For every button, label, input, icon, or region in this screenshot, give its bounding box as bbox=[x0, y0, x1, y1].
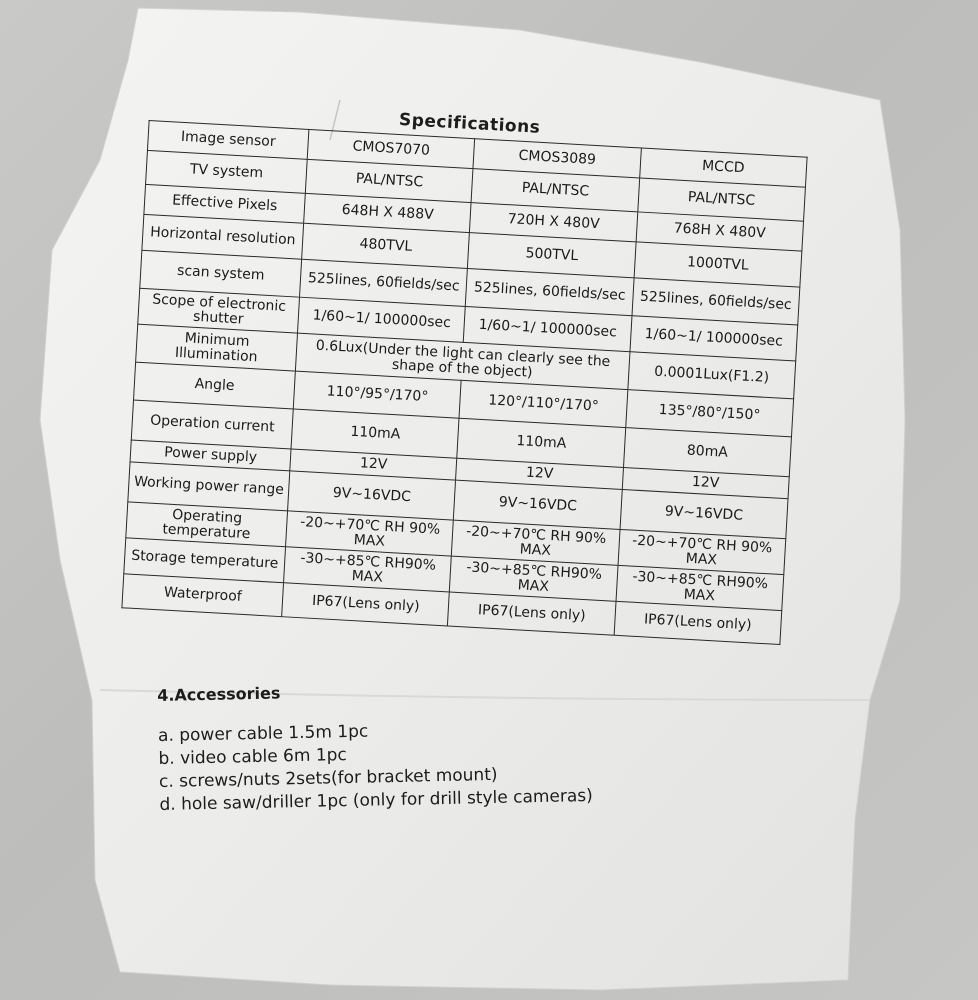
spec-value: 12V bbox=[622, 467, 789, 498]
spec-value: 648H X 488V bbox=[304, 193, 472, 232]
spec-label: Scope of electronic shutter bbox=[138, 288, 300, 333]
spec-value: PAL/NTSC bbox=[472, 169, 640, 212]
spec-label: Angle bbox=[134, 362, 296, 409]
specifications-section bbox=[117, 96, 829, 723]
spec-value: IP67(Lens only) bbox=[614, 601, 782, 644]
spec-label: Storage temperature bbox=[124, 538, 286, 583]
spec-value: 12V bbox=[290, 449, 457, 480]
spec-value: CMOS3089 bbox=[473, 139, 641, 178]
spec-value: 120°/110°/170° bbox=[459, 380, 627, 427]
spec-label: Power supply bbox=[130, 440, 291, 471]
spec-value: 768H X 480V bbox=[636, 212, 804, 251]
spec-value: 9V~16VDC bbox=[454, 480, 622, 529]
accessories-section bbox=[157, 677, 593, 817]
spec-value: IP67(Lens only) bbox=[282, 583, 450, 626]
spec-value: 0.0001Lux(F1.2) bbox=[628, 352, 796, 399]
spec-value: IP67(Lens only) bbox=[448, 592, 616, 635]
spec-value: -30~+85℃ RH90% MAX bbox=[450, 556, 618, 601]
spec-value: 110mA bbox=[291, 409, 459, 458]
specifications-table bbox=[121, 120, 807, 645]
spec-value: PAL/NTSC bbox=[306, 159, 474, 202]
accessory-item: c. screws/nuts 2sets(for bracket mount) bbox=[158, 764, 498, 792]
spec-value: -30~+85℃ RH90% MAX bbox=[284, 547, 452, 592]
spec-value: 135°/80°/150° bbox=[625, 390, 793, 437]
spec-label: Waterproof bbox=[122, 574, 284, 617]
spec-value: 480TVL bbox=[302, 223, 470, 268]
spec-value: -20~+70℃ RH 90% MAX bbox=[618, 529, 786, 574]
spec-value: -20~+70℃ RH 90% MAX bbox=[286, 511, 454, 556]
spec-value: 1/60~1/ 100000sec bbox=[630, 316, 798, 361]
spec-value: 9V~16VDC bbox=[620, 489, 788, 538]
spec-value: 9V~16VDC bbox=[288, 471, 456, 520]
spec-value: 110mA bbox=[457, 418, 625, 467]
spec-value: 525lines, 60fields/sec bbox=[300, 259, 468, 306]
accessories-heading: 4.Accessories bbox=[157, 683, 281, 705]
spec-value: CMOS7070 bbox=[307, 129, 475, 168]
spec-label: TV system bbox=[146, 150, 308, 193]
spec-value: 1/60~1/ 100000sec bbox=[464, 306, 632, 351]
spec-label: Image sensor bbox=[147, 120, 309, 159]
spec-value: 12V bbox=[456, 458, 623, 489]
spec-value: 500TVL bbox=[468, 233, 636, 278]
spec-value: PAL/NTSC bbox=[637, 178, 805, 221]
spec-label: Operation current bbox=[131, 400, 293, 449]
spec-label: Effective Pixels bbox=[144, 184, 306, 223]
spec-label: Horizontal resolution bbox=[142, 214, 304, 259]
spec-label: scan system bbox=[140, 250, 302, 297]
spec-value: -30~+85℃ RH90% MAX bbox=[616, 565, 784, 610]
spec-value: 80mA bbox=[623, 428, 791, 477]
spec-value: 1000TVL bbox=[634, 242, 802, 287]
spec-value: 525lines, 60fields/sec bbox=[466, 269, 634, 316]
accessory-item: a. power cable 1.5m 1pc bbox=[157, 721, 369, 746]
accessory-item: d. hole saw/driller 1pc (only for drill style cameras) bbox=[159, 785, 594, 815]
accessory-item: b. video cable 6m 1pc bbox=[158, 745, 348, 769]
spec-value: -20~+70℃ RH 90% MAX bbox=[452, 520, 620, 565]
spec-value: 525lines, 60fields/sec bbox=[632, 278, 800, 325]
spec-value: 0.6Lux(Under the light can clearly see the shape of the object) bbox=[296, 333, 630, 390]
accessories-list bbox=[158, 716, 593, 817]
spec-value: 720H X 480V bbox=[470, 203, 638, 242]
spec-value: 110°/95°/170° bbox=[293, 371, 461, 418]
spec-label: Operating temperature bbox=[126, 502, 288, 547]
specifications-title: Specifications bbox=[398, 109, 541, 138]
spec-value: 1/60~1/ 100000sec bbox=[298, 297, 466, 342]
spec-label: Minimum Illumination bbox=[136, 324, 298, 371]
spec-value: MCCD bbox=[639, 148, 807, 187]
spec-label: Working power range bbox=[128, 462, 290, 511]
